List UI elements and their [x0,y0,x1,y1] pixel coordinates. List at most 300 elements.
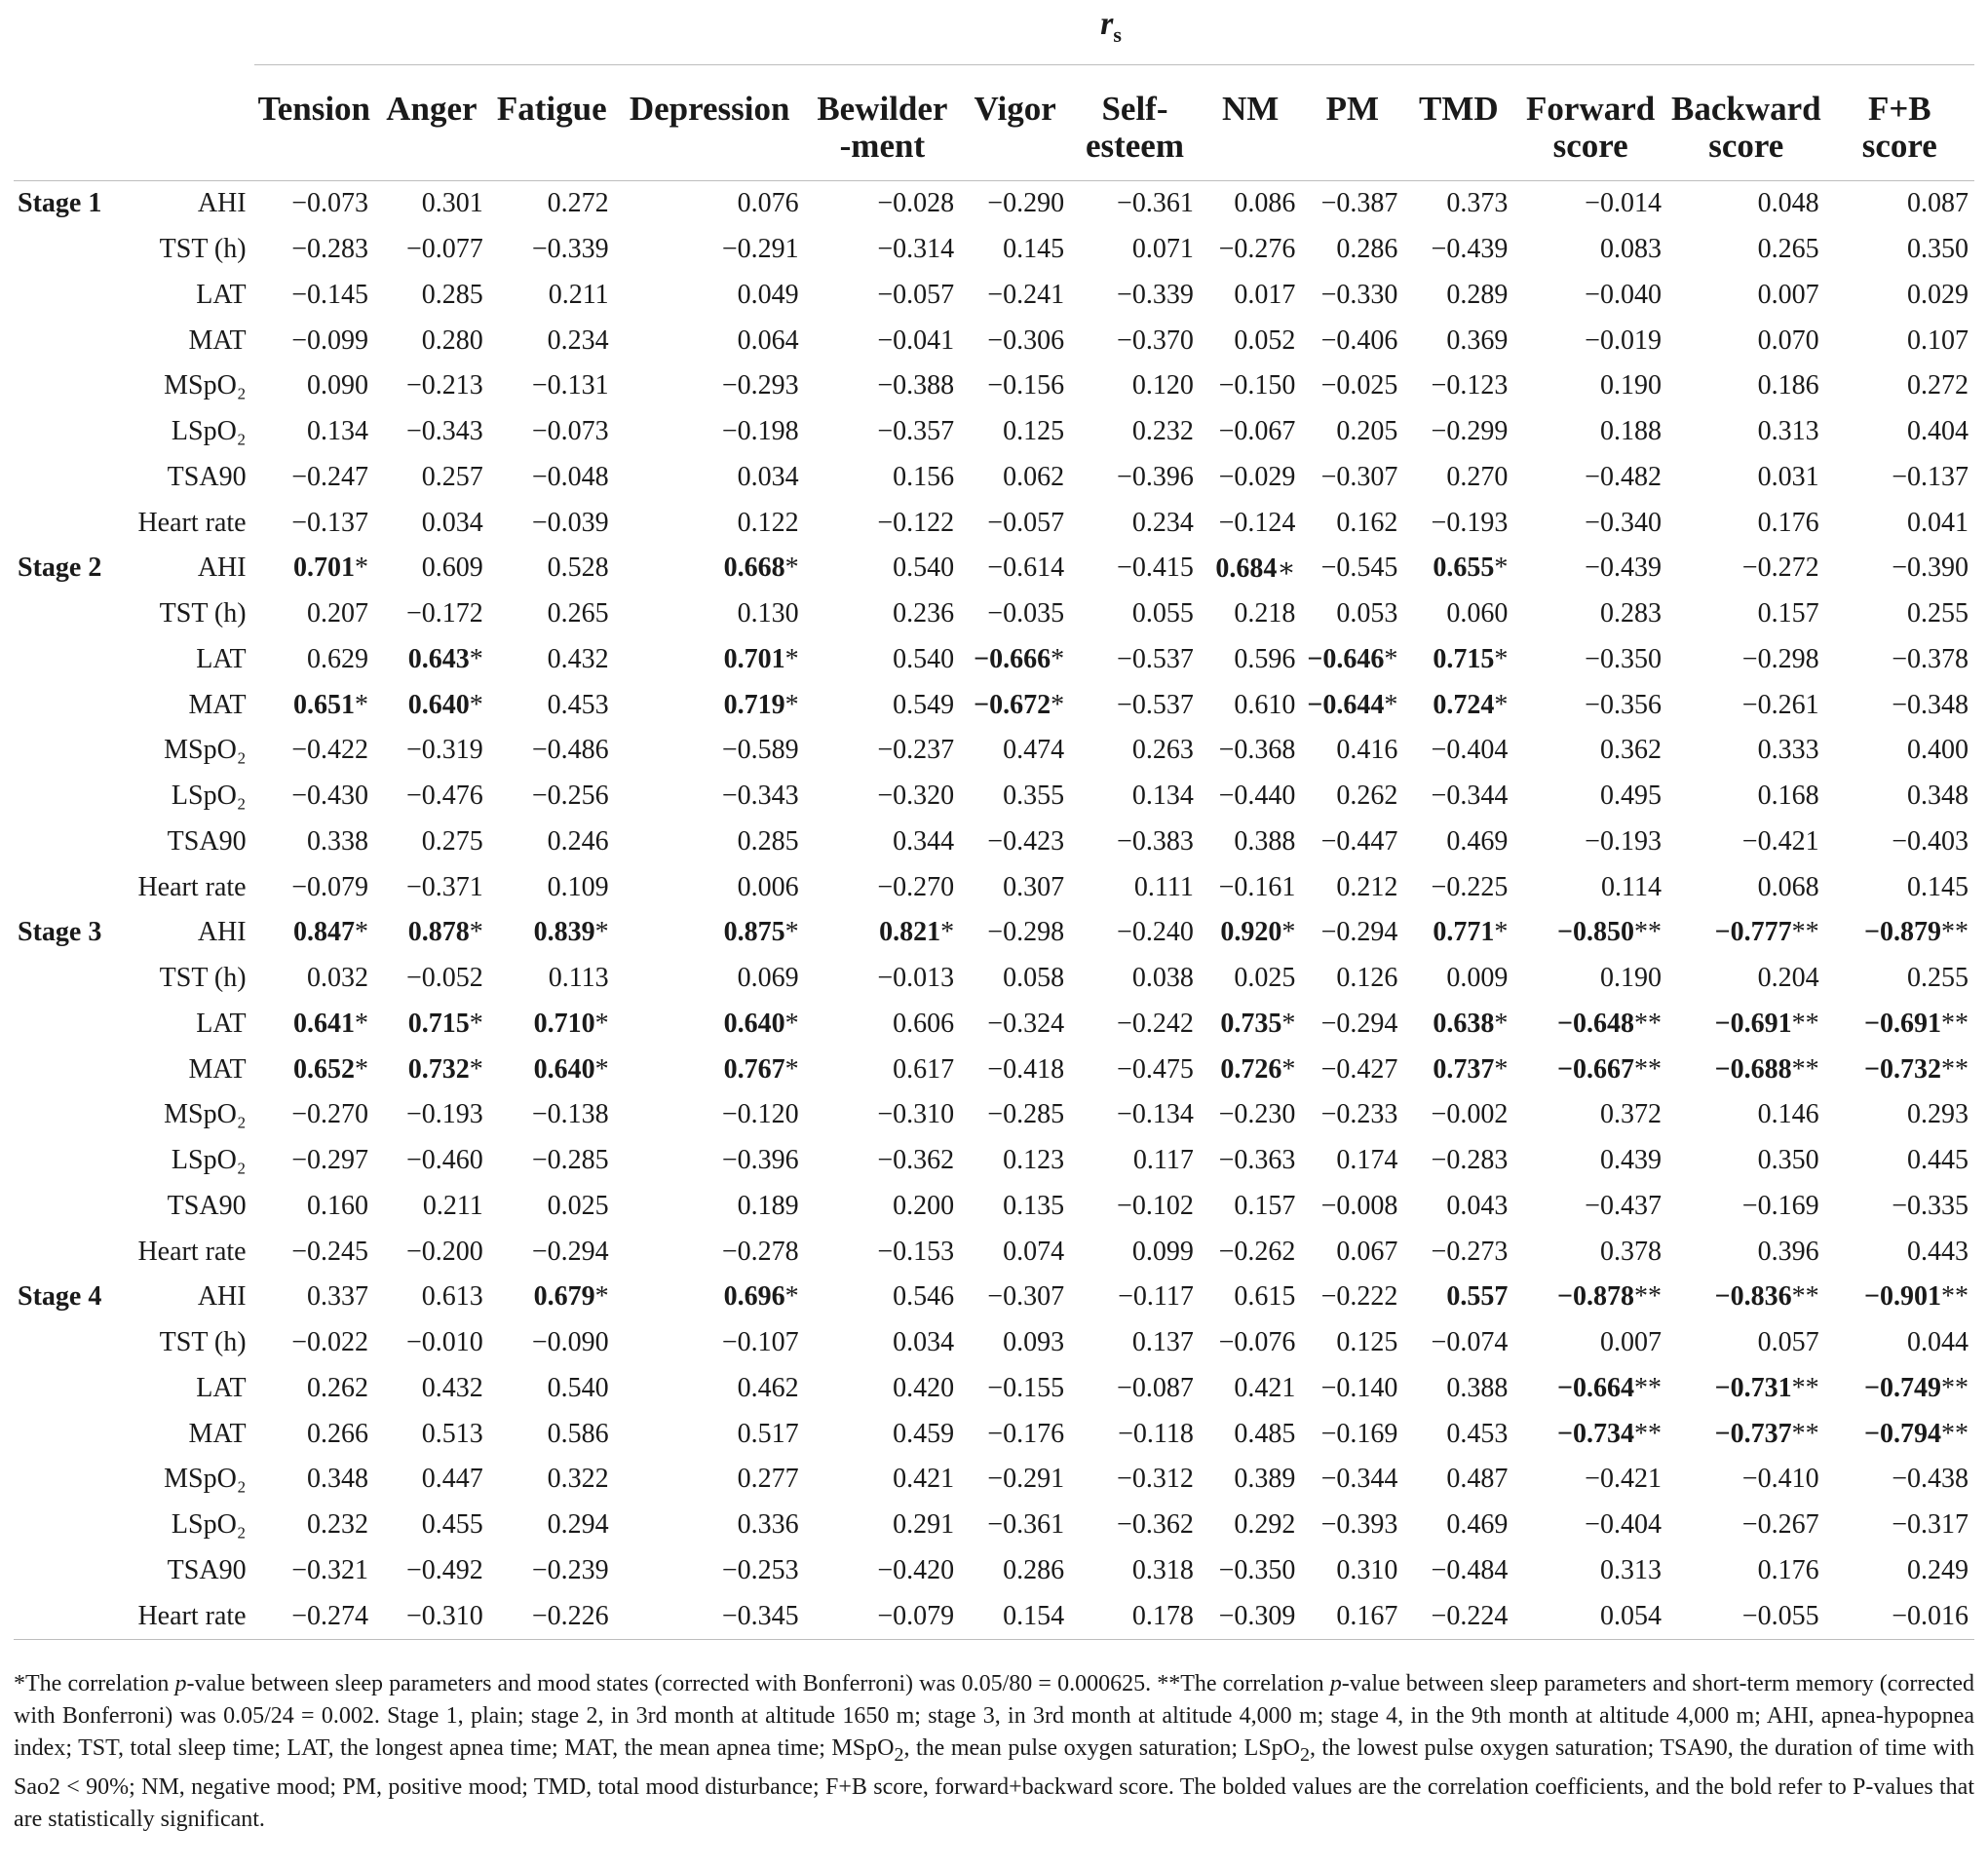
stage-label [14,409,109,455]
param-label: AHI [197,917,247,948]
value-number: 0.652 [293,1053,356,1085]
value-cell: 0.389 [1234,1464,1296,1495]
value-cell: −0.117 [1118,1281,1194,1313]
value-cell: −0.361 [1117,188,1194,219]
value-cell: 0.378 [1599,1236,1662,1267]
value-number: 0.668 [723,552,785,584]
stage-label [14,227,109,273]
value-cell: 0.176 [1757,1554,1819,1585]
value-cell: −0.297 [291,1145,369,1176]
value-number: −0.901 [1864,1281,1941,1313]
value-cell [1513,1275,1667,1320]
table-row [14,1457,1974,1503]
value-cell [1513,1002,1667,1048]
value-cell: −0.396 [721,1145,799,1176]
value-cell: 0.007 [1757,279,1819,310]
value-cell: −0.388 [877,370,955,401]
value-cell: −0.383 [1117,825,1194,857]
value-cell [254,546,374,591]
value-cell: 0.168 [1757,781,1819,812]
value-cell: −0.422 [291,735,369,766]
value-cell: 0.272 [547,188,609,219]
value-cell: −0.307 [1320,461,1398,492]
value-cell: 0.117 [1132,1145,1194,1176]
stage-label [14,1366,109,1412]
value-cell: −0.226 [489,1593,615,1639]
value-cell: −0.283 [291,234,369,265]
value-cell: 0.160 [307,1190,369,1221]
value-cell [374,1047,489,1092]
value-cell [1667,1047,1825,1092]
value-cell: 0.322 [547,1464,609,1495]
value-cell: 0.176 [1757,507,1819,538]
value-cell: 0.400 [1907,735,1969,766]
significance-star: * [469,643,483,674]
column-header: NM [1200,65,1302,181]
value-cell: 0.443 [1907,1236,1969,1267]
param-label: AHI [197,1281,247,1313]
value-cell: 0.421 [1234,1372,1296,1403]
table-row [14,1320,1974,1366]
table-row [14,637,1974,683]
stage-label: Stage 4 [18,1281,102,1313]
param-label: TSA90 [167,461,247,492]
param-label: AHI [197,188,247,219]
param-label: Heart rate [137,1236,247,1267]
value-number: −0.666 [974,643,1051,674]
value-cell: −0.439 [1431,234,1509,265]
value-cell [1825,1411,1974,1457]
value-cell: 0.190 [1599,963,1662,994]
significance-star: ** [1633,917,1662,948]
value-cell: −0.273 [1431,1236,1509,1267]
value-cell [1513,1411,1667,1457]
table-row [14,363,1974,409]
value-number: 0.735 [1220,1008,1282,1039]
value-cell: −0.356 [1585,689,1662,720]
value-cell: 0.093 [1003,1327,1065,1358]
value-cell: −0.029 [1218,461,1296,492]
value-cell: 0.058 [1003,963,1065,994]
value-cell: 0.134 [307,416,369,447]
value-number: 0.655 [1433,552,1495,584]
value-cell: 0.090 [307,370,369,401]
value-cell: 0.629 [307,643,369,674]
param-label: MSpO₂ [164,1464,247,1495]
value-cell [374,637,489,683]
value-cell: −0.387 [1320,188,1398,219]
value-cell: −0.421 [1585,1464,1662,1495]
value-cell: 0.111 [1133,871,1194,902]
value-cell: −0.482 [1585,461,1662,492]
value-cell: 0.262 [1336,781,1398,812]
value-cell: 0.064 [737,324,799,356]
value-cell: −0.253 [721,1554,799,1585]
value-cell: −0.393 [1320,1509,1398,1541]
value-cell: 0.348 [307,1464,369,1495]
value-cell: −0.242 [1117,1008,1194,1039]
significance-star: * [1384,689,1398,720]
value-cell: −0.022 [291,1327,369,1358]
significance-star: * [1494,643,1509,674]
value-cell: 0.420 [893,1372,955,1403]
value-number: 0.920 [1220,917,1282,948]
value-cell: −0.339 [531,234,609,265]
significance-star: ∗ [1277,553,1296,585]
stage-label [14,318,109,363]
value-number: 0.732 [407,1053,470,1085]
value-cell: −0.321 [291,1554,369,1585]
value-cell [374,682,489,728]
value-cell: −0.237 [877,735,955,766]
value-cell: −0.368 [1218,735,1296,766]
value-cell: −0.406 [1320,324,1398,356]
param-label: LAT [196,279,247,310]
value-number: 0.679 [533,1281,595,1313]
value-cell: −0.324 [987,1008,1065,1039]
value-cell: 0.007 [1599,1327,1662,1358]
value-cell: 0.338 [307,825,369,857]
stage-label [14,1411,109,1457]
value-cell: 0.606 [893,1008,955,1039]
value-cell: −0.460 [405,1145,483,1176]
value-cell: 0.285 [737,825,799,857]
table-row [14,728,1974,774]
value-cell: −0.317 [1892,1509,1969,1541]
value-cell: 0.190 [1599,370,1662,401]
stage-label [14,1138,109,1184]
value-cell: 0.513 [421,1418,483,1449]
param-label: LAT [196,1372,247,1403]
value-number: −0.836 [1714,1281,1792,1313]
value-cell: −0.025 [1320,370,1398,401]
column-header: TMD [1403,65,1513,181]
value-cell: −0.298 [987,917,1065,948]
value-cell: −0.039 [531,507,609,538]
significance-star: * [594,1008,609,1039]
param-label: TST (h) [159,963,247,994]
stage-label [14,1548,109,1594]
value-cell: −0.410 [1741,1464,1819,1495]
value-cell: 0.586 [547,1418,609,1449]
value-cell: −0.140 [1320,1372,1398,1403]
value-cell: −0.123 [1431,370,1509,401]
value-cell: 0.469 [1446,825,1509,857]
significance-star: * [1281,917,1296,948]
value-cell: −0.438 [1892,1464,1969,1495]
value-cell [254,910,374,956]
value-cell: −0.340 [1585,507,1662,538]
value-cell: 0.053 [1336,598,1398,629]
value-cell [805,910,961,956]
value-cell [1667,910,1825,956]
stage-label [14,1184,109,1230]
value-cell: −0.285 [987,1099,1065,1130]
value-cell: 0.286 [1003,1554,1065,1585]
significance-star: ** [1941,1053,1969,1085]
value-cell: 0.266 [307,1418,369,1449]
column-header: Depression [615,65,805,181]
value-cell: −0.120 [721,1099,799,1130]
value-cell: 0.348 [1907,781,1969,812]
stage-label [14,956,109,1002]
value-cell: 0.130 [737,598,799,629]
value-cell: −0.285 [531,1145,609,1176]
significance-star: * [1281,1008,1296,1039]
value-cell [1403,910,1513,956]
param-label: MAT [188,1053,247,1085]
significance-star: ** [1791,1281,1819,1313]
value-cell: 0.236 [893,598,955,629]
value-cell: 0.017 [1234,279,1296,310]
value-cell: 0.135 [1003,1190,1065,1221]
significance-star: * [355,917,369,948]
table-row [14,500,1974,546]
value-cell: −0.172 [405,598,483,629]
value-cell: −0.345 [615,1593,805,1639]
value-cell: 0.265 [1757,234,1819,265]
param-label: LSpO₂ [171,1509,247,1541]
value-cell: −0.013 [877,963,955,994]
value-cell: 0.549 [893,689,955,720]
value-number: 0.643 [407,643,470,674]
value-cell: −0.145 [291,279,369,310]
value-cell: −0.492 [405,1554,483,1585]
value-cell: 0.283 [1599,598,1662,629]
param-label: TST (h) [159,1327,247,1358]
value-cell: 0.234 [1131,507,1194,538]
value-cell: 0.145 [1003,234,1065,265]
value-cell: −0.294 [1320,1008,1398,1039]
table-row [14,682,1974,728]
significance-star: * [784,1053,799,1085]
value-cell: −0.230 [1218,1099,1296,1130]
value-number: −0.850 [1557,917,1634,948]
value-cell: −0.537 [1117,643,1194,674]
value-cell: −0.155 [987,1372,1065,1403]
significance-star: * [1494,1008,1509,1039]
column-header: Vigor [960,65,1070,181]
value-cell: −0.294 [1320,917,1398,948]
footnote-sub: 2 [1299,1743,1310,1766]
value-cell: −0.002 [1431,1099,1509,1130]
value-cell: 0.355 [1003,781,1065,812]
value-cell [489,1002,615,1048]
value-cell: −0.589 [721,735,799,766]
value-cell [1403,1002,1513,1048]
value-cell: −0.283 [1431,1145,1509,1176]
param-label: MSpO₂ [164,1099,247,1130]
value-cell [1513,910,1667,956]
value-cell: −0.193 [1431,507,1509,538]
table-row [14,774,1974,819]
value-cell: 0.211 [422,1190,483,1221]
value-cell [1200,546,1302,591]
value-cell: 0.205 [1336,416,1398,447]
value-cell [1403,682,1513,728]
value-cell: 0.272 [1907,370,1969,401]
value-cell: 0.439 [1599,1145,1662,1176]
value-cell: −0.306 [987,324,1065,356]
stage-label [14,1320,109,1366]
value-cell [254,682,374,728]
value-cell: 0.557 [1446,1281,1509,1313]
value-cell: −0.099 [291,324,369,356]
value-number: 0.847 [293,917,356,948]
value-number: −0.737 [1714,1418,1792,1449]
value-cell: 0.362 [1599,735,1662,766]
value-number: 0.878 [407,917,470,948]
significance-star: * [594,1281,609,1313]
value-cell: −0.131 [531,370,609,401]
significance-star: * [355,552,369,584]
value-cell: −0.312 [1117,1464,1194,1495]
value-cell: 0.546 [893,1281,955,1313]
significance-star: ** [1791,917,1819,948]
value-cell [1825,1275,1974,1320]
value-cell: −0.545 [1320,552,1398,584]
value-cell: −0.486 [531,735,609,766]
param-label: TSA90 [167,1190,247,1221]
value-cell: −0.137 [291,507,369,538]
table-row [14,409,1974,455]
value-number: 0.737 [1433,1053,1495,1085]
param-label: LAT [196,643,247,674]
significance-star: * [469,917,483,948]
value-cell: −0.077 [405,234,483,265]
value-cell: 0.455 [421,1509,483,1541]
value-cell: 0.291 [893,1509,955,1541]
value-cell: 0.540 [893,643,955,674]
value-cell: −0.074 [1431,1327,1509,1358]
value-cell: 0.156 [893,461,955,492]
stage-label [14,1002,109,1048]
value-cell: 0.145 [1907,871,1969,902]
significance-star: * [1494,917,1509,948]
table-row [14,181,1974,227]
value-cell: −0.320 [877,781,955,812]
value-cell: −0.016 [1825,1593,1974,1639]
header-blank-param [109,65,254,181]
value-cell: −0.418 [987,1053,1065,1085]
value-number: 0.696 [723,1281,785,1313]
param-label: MSpO₂ [164,370,247,401]
value-number: 0.701 [293,552,356,584]
significance-star: * [784,643,799,674]
value-cell: −0.052 [405,963,483,994]
value-cell: −0.299 [1431,416,1509,447]
param-label: LSpO₂ [171,1145,247,1176]
stage-label [14,1229,109,1275]
footnote-italic: p [1329,1671,1342,1696]
value-number: 0.771 [1433,917,1495,948]
significance-star: ** [1941,1372,1969,1403]
value-cell: −0.156 [987,370,1065,401]
value-cell [615,682,805,728]
significance-star: * [1051,689,1065,720]
value-cell [1667,1275,1825,1320]
value-number: −0.672 [974,689,1051,720]
value-cell [489,910,615,956]
value-cell: −0.276 [1218,234,1296,265]
column-header: F+B score [1825,65,1974,181]
value-cell: 0.388 [1234,825,1296,857]
value-number: 0.726 [1220,1053,1282,1085]
table-row [14,1503,1974,1548]
value-cell: −0.019 [1585,324,1662,356]
value-cell [1825,1366,1974,1412]
param-label: MAT [188,324,247,356]
value-number: 0.767 [723,1053,785,1085]
value-cell: 0.540 [547,1372,609,1403]
significance-star: ** [1633,1281,1662,1313]
significance-star: * [469,689,483,720]
value-cell: 0.034 [737,461,799,492]
value-cell: 0.070 [1757,324,1819,356]
value-cell: 0.474 [1003,735,1065,766]
value-cell: −0.475 [1117,1053,1194,1085]
value-cell: −0.314 [877,234,955,265]
value-cell: −0.224 [1403,1593,1513,1639]
value-cell [1301,682,1403,728]
value-cell: 0.062 [1003,461,1065,492]
value-cell: 0.246 [547,825,609,857]
value-cell: −0.350 [1585,643,1662,674]
table-row [14,1184,1974,1230]
value-cell: 0.462 [737,1372,799,1403]
value-cell: 0.068 [1757,871,1819,902]
value-number: −0.644 [1307,689,1385,720]
value-cell [960,637,1070,683]
value-cell: −0.362 [1117,1509,1194,1541]
value-cell: −0.169 [1320,1418,1398,1449]
value-cell: −0.150 [1218,370,1296,401]
value-cell: 0.255 [1907,963,1969,994]
value-cell: 0.167 [1301,1593,1403,1639]
value-cell: 0.134 [1131,781,1194,812]
value-cell: −0.447 [1320,825,1398,857]
value-cell: −0.137 [1892,461,1969,492]
stage-label [14,273,109,319]
value-cell: 0.528 [547,552,609,584]
value-cell: 0.162 [1336,507,1398,538]
value-cell: 0.099 [1131,1236,1194,1267]
significance-star: * [469,1008,483,1039]
param-label: LSpO₂ [171,416,247,447]
value-cell: −0.048 [531,461,609,492]
value-cell: −0.161 [1218,871,1296,902]
correlation-table [14,64,1974,1640]
value-cell: 0.157 [1234,1190,1296,1221]
significance-star: * [1494,552,1509,584]
value-cell: −0.241 [987,279,1065,310]
value-cell: 0.517 [737,1418,799,1449]
value-cell: 0.178 [1070,1593,1200,1639]
value-cell: −0.261 [1741,689,1819,720]
value-cell: 0.125 [1003,416,1065,447]
value-cell: 0.453 [1446,1418,1509,1449]
significance-star: * [1281,1053,1296,1085]
table-row [14,910,1974,956]
value-cell: 0.257 [421,461,483,492]
table-row [14,1047,1974,1092]
stage-label [14,1457,109,1503]
value-cell: 0.294 [547,1509,609,1541]
value-cell: −0.028 [877,188,955,219]
stage-label [14,637,109,683]
param-label: TSA90 [167,1554,247,1585]
value-cell: 0.293 [1907,1099,1969,1130]
